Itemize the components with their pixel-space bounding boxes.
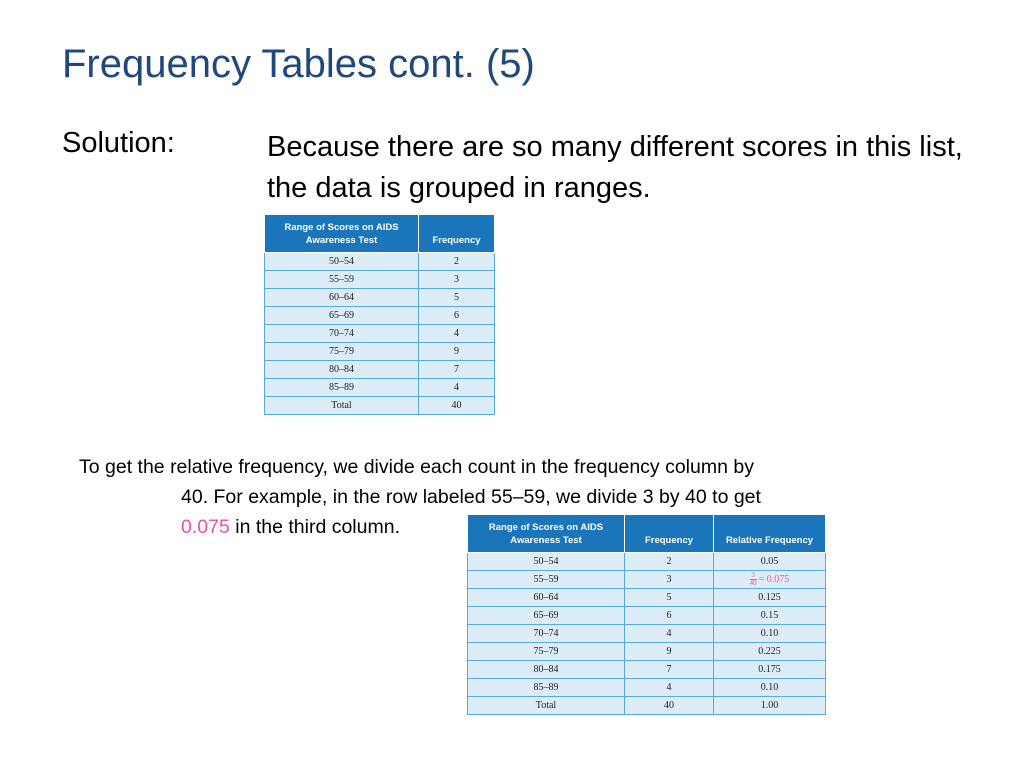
cell-frequency: 4 xyxy=(625,679,714,697)
cell-frequency: 3 xyxy=(419,271,495,289)
cell-frequency: 5 xyxy=(419,289,495,307)
cell-total-label: Total xyxy=(468,697,625,715)
table-row xyxy=(468,661,826,679)
cell-range: 50–54 xyxy=(265,253,419,271)
table-row xyxy=(468,679,826,697)
highlighted-relative-value: = 0.075 xyxy=(758,573,790,585)
cell-range: 70–74 xyxy=(265,325,419,343)
cell-range: 55–59 xyxy=(468,571,625,589)
cell-range: 75–79 xyxy=(468,643,625,661)
cell-relative-frequency: 0.175 xyxy=(714,661,826,679)
cell-frequency: 9 xyxy=(625,643,714,661)
table-row xyxy=(468,571,826,589)
header-relative-frequency: Relative Frequency xyxy=(714,515,826,553)
cell-frequency: 2 xyxy=(625,553,714,571)
cell-frequency: 6 xyxy=(625,607,714,625)
table-row xyxy=(468,607,826,625)
header-frequency: Frequency xyxy=(419,215,495,253)
table-row xyxy=(265,289,495,307)
cell-frequency: 9 xyxy=(419,343,495,361)
cell-frequency: 4 xyxy=(419,379,495,397)
table-row xyxy=(265,253,495,271)
table-header-row xyxy=(265,215,495,253)
cell-range: 65–69 xyxy=(468,607,625,625)
fraction xyxy=(750,572,757,587)
frequency-table xyxy=(264,214,495,415)
cell-relative-frequency: 0.10 xyxy=(714,625,826,643)
header-range: Range of Scores on AIDS Awareness Test xyxy=(468,515,625,553)
cell-total-relative: 1.00 xyxy=(714,697,826,715)
table-total-row xyxy=(468,697,826,715)
cell-range: 60–64 xyxy=(468,589,625,607)
cell-range: 50–54 xyxy=(468,553,625,571)
cell-frequency: 7 xyxy=(419,361,495,379)
cell-range: 75–79 xyxy=(265,343,419,361)
cell-relative-frequency xyxy=(714,571,826,589)
highlight-value: 0.075 xyxy=(181,516,230,538)
solution-text: Because there are so many different scores in this list, the data is grouped in ranges. xyxy=(267,131,963,204)
explanation-line-3: in the third column. xyxy=(229,516,400,538)
table-row xyxy=(265,325,495,343)
cell-frequency: 2 xyxy=(419,253,495,271)
table-total-row xyxy=(265,397,495,415)
slide-title: Frequency Tables cont. (5) xyxy=(62,42,535,86)
table-row xyxy=(468,553,826,571)
fraction-denominator: 40 xyxy=(749,579,757,587)
cell-frequency: 4 xyxy=(419,325,495,343)
cell-range: 85–89 xyxy=(468,679,625,697)
table-row xyxy=(468,643,826,661)
header-frequency: Frequency xyxy=(625,515,714,553)
header-range: Range of Scores on AIDS Awareness Test xyxy=(265,215,419,253)
table-row xyxy=(265,343,495,361)
cell-frequency: 3 xyxy=(625,571,714,589)
relative-frequency-table xyxy=(467,514,826,715)
table-row xyxy=(265,379,495,397)
solution-label: Solution: xyxy=(62,127,175,159)
table-row xyxy=(265,271,495,289)
cell-range: 85–89 xyxy=(265,379,419,397)
cell-relative-frequency: 0.15 xyxy=(714,607,826,625)
cell-total-label: Total xyxy=(265,397,419,415)
explanation-line-2: 40. For example, in the row labeled 55–59, we divide 3 by 40 to get xyxy=(181,486,761,508)
cell-frequency: 7 xyxy=(625,661,714,679)
fraction-numerator: 3 xyxy=(751,571,755,579)
cell-frequency: 6 xyxy=(419,307,495,325)
table-row xyxy=(468,589,826,607)
cell-relative-frequency: 0.125 xyxy=(714,589,826,607)
cell-total-value: 40 xyxy=(419,397,495,415)
cell-range: 60–64 xyxy=(265,289,419,307)
cell-range: 70–74 xyxy=(468,625,625,643)
explanation-line-1: To get the relative frequency, we divide each count in the frequency column by xyxy=(79,456,754,478)
table-row xyxy=(468,625,826,643)
table-row xyxy=(265,307,495,325)
table-header-row xyxy=(468,515,826,553)
cell-relative-frequency: 0.225 xyxy=(714,643,826,661)
cell-range: 80–84 xyxy=(468,661,625,679)
cell-range: 80–84 xyxy=(265,361,419,379)
table-row xyxy=(265,361,495,379)
cell-frequency: 5 xyxy=(625,589,714,607)
cell-range: 55–59 xyxy=(265,271,419,289)
cell-range: 65–69 xyxy=(265,307,419,325)
cell-frequency: 4 xyxy=(625,625,714,643)
cell-total-frequency: 40 xyxy=(625,697,714,715)
cell-relative-frequency: 0.10 xyxy=(714,679,826,697)
cell-relative-frequency: 0.05 xyxy=(714,553,826,571)
